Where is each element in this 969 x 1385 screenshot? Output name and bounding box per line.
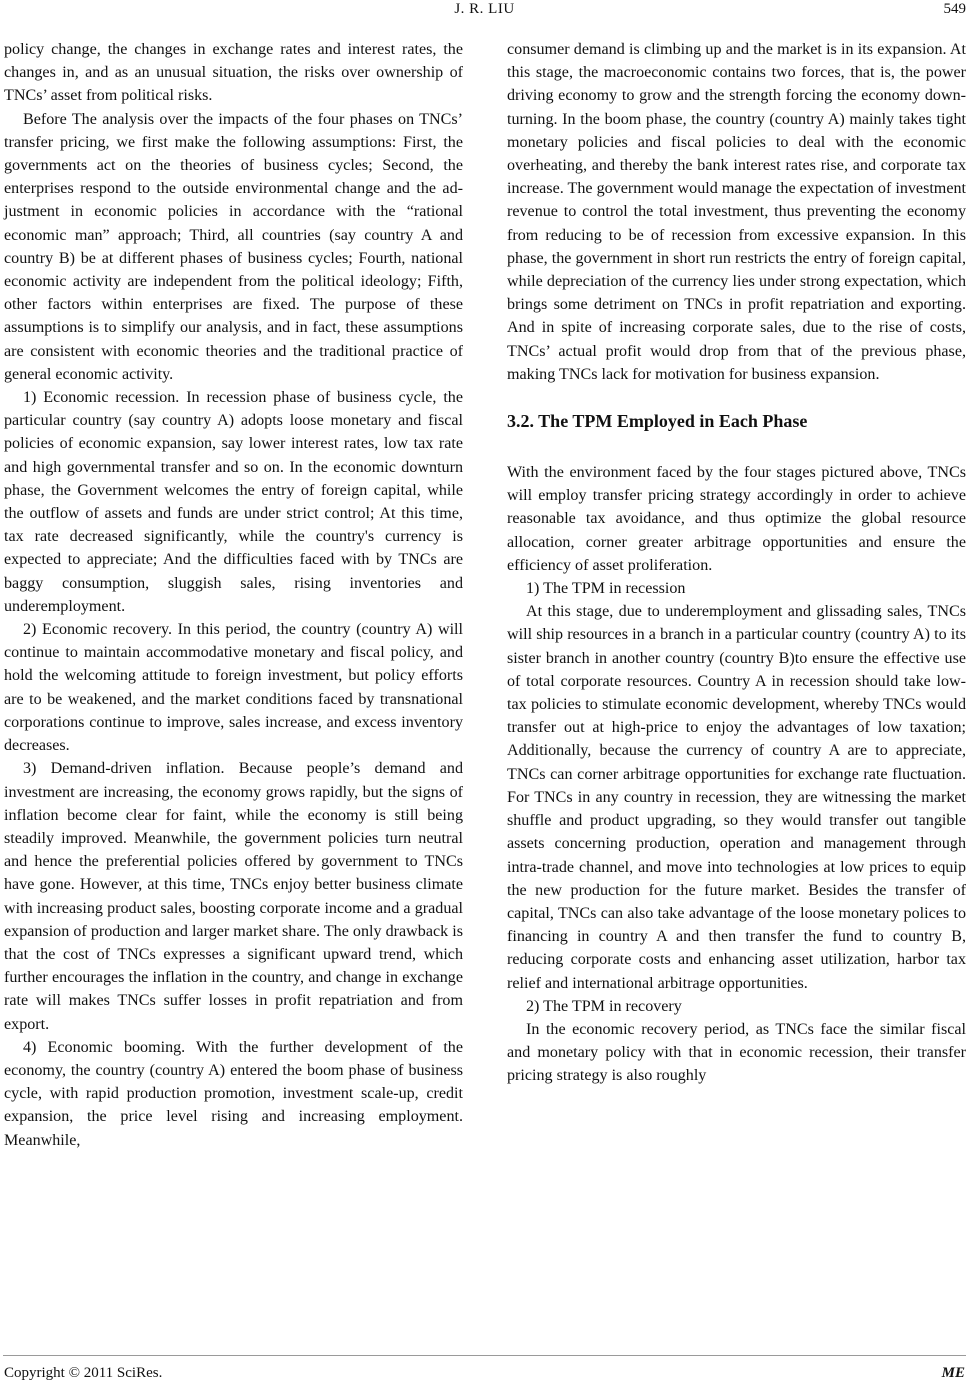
paragraph: Before The analysis over the impacts of the four phases on TNCs’ transfer pricing, we first make the following assumptions: First, the governments act on the theories of business cycles; Second, the enterprises respond to the outside environmental change and the adjustment in economic policies in accordance with the “rational economic man” approach; Third, all countries (say country A and country B) be at different phases of business cycles; Fourth, national economic activity are independent from the political ideology; Fifth, other factors within enterprises are fixed. The purpose of these assumptions is to simplify our analysis, and in fact, these assumptions are consistent with economic theories and the traditional practice of general economic activity. [4,110,463,383]
paragraph: 1) Economic recession. In recession phase of business cycle, the particular country (say country A) adopts loose monetary and fiscal policies of economic expansion, say lower interest rates, low tax rate and high governmental transfer and so on. In the economic downturn phase, the Government welcomes the entry of foreign capital, while the outflow of assets and funds are under strict control; At this time, tax rate decreased significantly, while the country's currency is expected to appreciate; And the difficulties faced with by TNCs are baggy consumption, sluggish sales, rising inventories and underemployment. [4,389,463,615]
paragraph: 4) Economic booming. With the further development of the economy, the country (country A) entered the boom phase of business cycle, with rapid production promotion, investment scale-up, credit expansion, the price level rising and increasing employment. Meanwhile, [4,1038,463,1149]
right-column [507,38,966,1088]
page-footer [0,1355,969,1385]
left-column [4,38,463,1152]
paragraph: In the economic recovery period, as TNCs face the similar fiscal and monetary policy with that in economic recession, their transfer pricing strategy is also roughly [507,1020,966,1085]
subsection-label: 1) The TPM in recession [526,580,686,598]
copyright-notice: Copyright © 2011 SciRes. [4,1365,163,1381]
page-header [0,0,969,22]
section-heading: 3.2. The TPM Employed in Each Phase [507,411,808,432]
paragraph: 2) Economic recovery. In this period, the country (country A) will continue to maintain accommodative monetary and fiscal policy, and hold the welcoming attitude to foreign investment, but policy efforts are to be weakened, and the market conditions faced by transnational corporations continue to improve, sales increase, and excess inventory decreases. [4,621,463,755]
paragraph: policy change, the changes in exchange rates and interest rates, the changes in, and as an unusual situation, the risks over ownership of TNCs’ asset from political risks. [4,41,463,105]
running-title: J. R. LIU [454,1,515,17]
paragraph: 3) Demand-driven inflation. Because people’s demand and investment are increasing, the economy grows rapidly, but the signs of inflation become clear for faint, while the economy is still being steadily improved. Meanwhile, the government policies turn neutral and hence the preferential policies offered by government to TNCs have gone. However, at this time, TNCs enjoy better business climate with increasing product sales, boosting corporate income and a gradual expansion of production and larger market share. The only drawback is that the cost of TNCs expresses a significant upward trend, which further encourages the inflation in the country, and change in exchange rate will makes TNCs suffer losses in profit repatriation and from export. [4,760,463,1033]
paragraph: At this stage, due to underemployment and glissading sales, TNCs will ship resources in a branch in a particular country (country A) to its sister branch in another country (country B)to ensure the effective use of total corporate resources. Country A in recession should take low-tax policies to stimulate economic development, whereby TNCs would transfer out at high-price to enjoy the advantages of low taxation; Additionally, because the currency of country A are to appreciate, TNCs can corner arbitrage opportunities for exchange rate fluctuation. For TNCs in any country in recession, they are witnessing the market shuffle and product upgrading, so they would transfer out tangible assets concerning production, operation and management through intra-trade channel, and move into technologies at low prices to equip the new production for the future market. Besides the transfer of capital, TNCs can also take advantage of the loose monetary polices to financing in country A and then transfer the fund to country B, reducing corporate costs and enhancing asset utilization, harbor tax relief and international arbitrage opportunities. [507,603,966,992]
page-number: 549 [943,1,966,17]
footer-divider [3,1355,966,1356]
journal-abbreviation: ME [941,1365,965,1381]
subsection-label: 2) The TPM in recovery [526,997,682,1015]
paragraph: With the environment faced by the four stages pictured above, TNCs will employ transfer pricing strategy accordingly in order to achieve reasonable tax avoidance, and thus optimize the global resource allocation, corner greater arbitrage opportunities and ensure the efficiency of asset proliferation. [507,464,966,574]
paragraph: consumer demand is climbing up and the market is in its expansion. At this stage, the macroeconomic contains two forces, that is, the power driving economy to grow and the strength forcing the economy down-turning. In the boom phase, the country (country A) mainly takes tight monetary policies and fiscal policies to deal with the economic overheating, and thereby the bank interest rates rise, and corporate tax increase. The government would manage the expectation of investment revenue to control the total investment, thus preventing the economy from reducing to be of recession from excessive expansion. In this phase, the government in short run restricts the entry of foreign capital, while depreciation of the currency lies under strong expectation, which brings some detriment on TNCs in profit repatriation and exporting. And in spite of increasing corporate sales, due to the rise of costs, TNCs’ actual profit would drop from that of the previous phase, making TNCs lack for motivation for business expansion. [507,41,966,383]
